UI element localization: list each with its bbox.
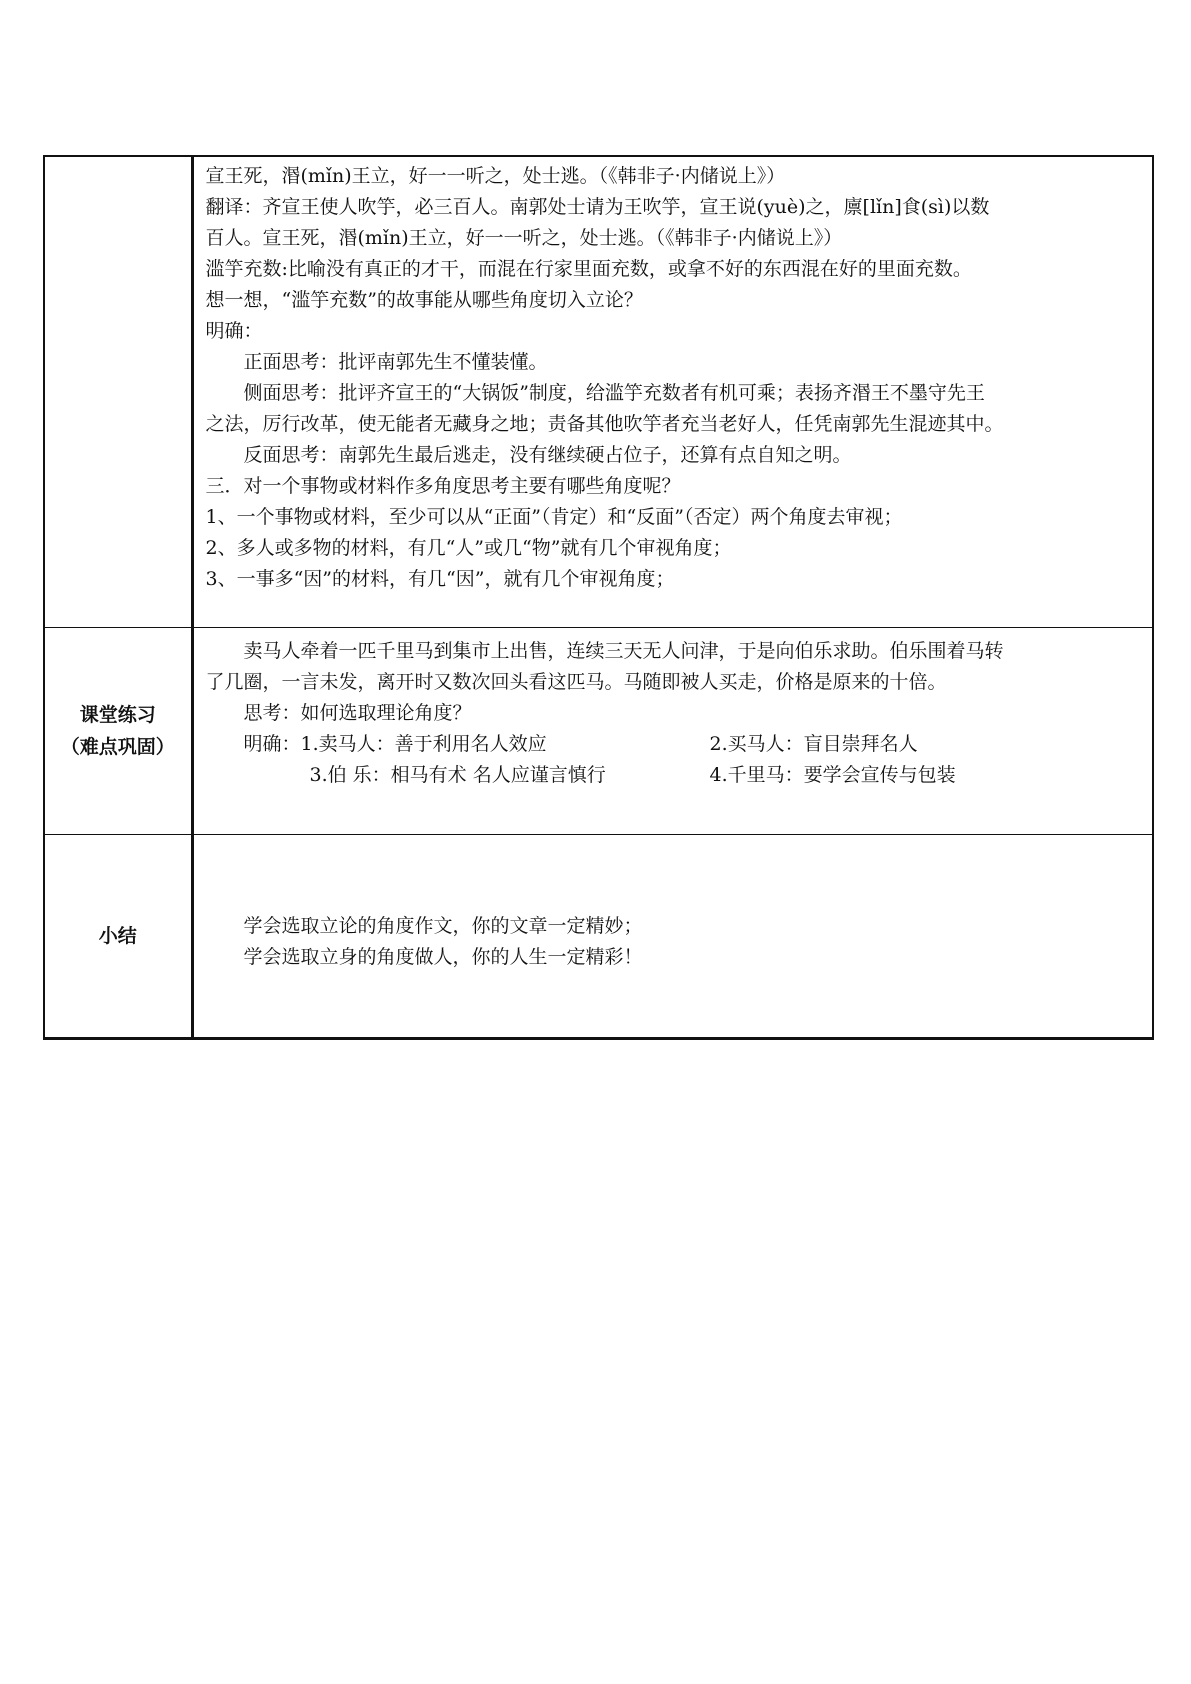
summary-block [206, 839, 1141, 973]
summary-line: 学会选取立身的角度做人，你的人生一定精彩！ [243, 946, 643, 968]
side-thinking-continued: 之法，厉行改革，使无能者无藏身之地；责备其他吹竽者充当老好人，任凭南郭先生混迹其中。 [205, 413, 1004, 435]
text-line: 明确： [205, 320, 263, 342]
story-content-cell [192, 156, 1153, 628]
text-line: 翻译：齐宣王使人吹竽，必三百人。南郭处士请为王吹竽，宣王说(yuè)之，廪[lǐn]食(sì)以数 [205, 196, 990, 218]
angle-item: 2、多人或多物的材料，有几“人”或几“物”就有几个审视角度； [205, 537, 732, 559]
text-line: 宣王死，湣(mǐn)王立，好一一听之，处士逃。（《韩非子·内储说上》） [205, 165, 786, 187]
practice-passage: 卖马人牵着一匹千里马到集市上出售，连续三天无人问津，于是向伯乐求助。伯乐围着马转 [243, 640, 1004, 662]
summary-label: 小结 [98, 925, 137, 947]
practice-answers [206, 729, 1141, 791]
text-line: 百人。宣王死，湣(mǐn)王立，好一一听之，处士逃。（《韩非子·内储说上》） [205, 227, 843, 249]
practice-label: 课堂练习 [79, 704, 156, 726]
practice-question: 思考：如何选取理论角度？ [243, 702, 472, 724]
side-thinking: 侧面思考：批评齐宣王的“大锅饭”制度，给滥竽充数者有机可乘；表扬齐湣王不墨守先王 [243, 382, 985, 404]
practice-label-cell [44, 628, 192, 835]
answer-text: 1.卖马人：善于利用名人效应 [300, 733, 547, 755]
answer-item: 2.买马人：盲目崇拜名人 [709, 733, 918, 755]
front-thinking: 正面思考：批评南郭先生不懂装懂。 [243, 351, 548, 373]
answer-item [244, 729, 710, 760]
summary-content-cell [192, 835, 1153, 1039]
reverse-thinking: 反面思考：南郭先生最后逃走，没有继续硬占位子，还算有点自知之明。 [243, 444, 852, 466]
practice-content-cell [192, 628, 1153, 835]
angle-item: 1、一个事物或材料，至少可以从“正面”（肯定）和“反面”（否定）两个角度去审视； [205, 506, 903, 528]
text-line: 滥竽充数:比喻没有真正的才干，而混在行家里面充数，或拿不好的东西混在好的里面充数。 [205, 258, 972, 280]
story-row [44, 156, 1153, 628]
angles-heading: 三．对一个事物或材料作多角度思考主要有哪些角度呢？ [205, 475, 681, 497]
practice-passage-continued: 了几圈，一言未发，离开时又数次回头看这匹马。马随即被人买走，价格是原来的十倍。 [205, 671, 947, 693]
angle-item: 3、一事多“因”的材料，有几“因”，就有几个审视角度； [205, 568, 675, 590]
summary-line: 学会选取立论的角度作文，你的文章一定精妙； [243, 915, 643, 937]
summary-row [44, 835, 1153, 1039]
practice-sublabel: （难点巩固） [60, 736, 175, 758]
story-label-cell [44, 156, 192, 628]
answer-prefix: 明确： [243, 733, 301, 755]
answer-item: 4.千里马：要学会宣传与包装 [709, 764, 956, 786]
practice-row [44, 628, 1153, 835]
lesson-plan-table [43, 155, 1154, 1040]
answer-item: 3.伯 乐：相马有术 名人应谨言慎行 [309, 764, 606, 786]
text-line: 想一想，“滥竽充数”的故事能从哪些角度切入立论？ [205, 289, 643, 311]
summary-label-cell [44, 835, 192, 1039]
